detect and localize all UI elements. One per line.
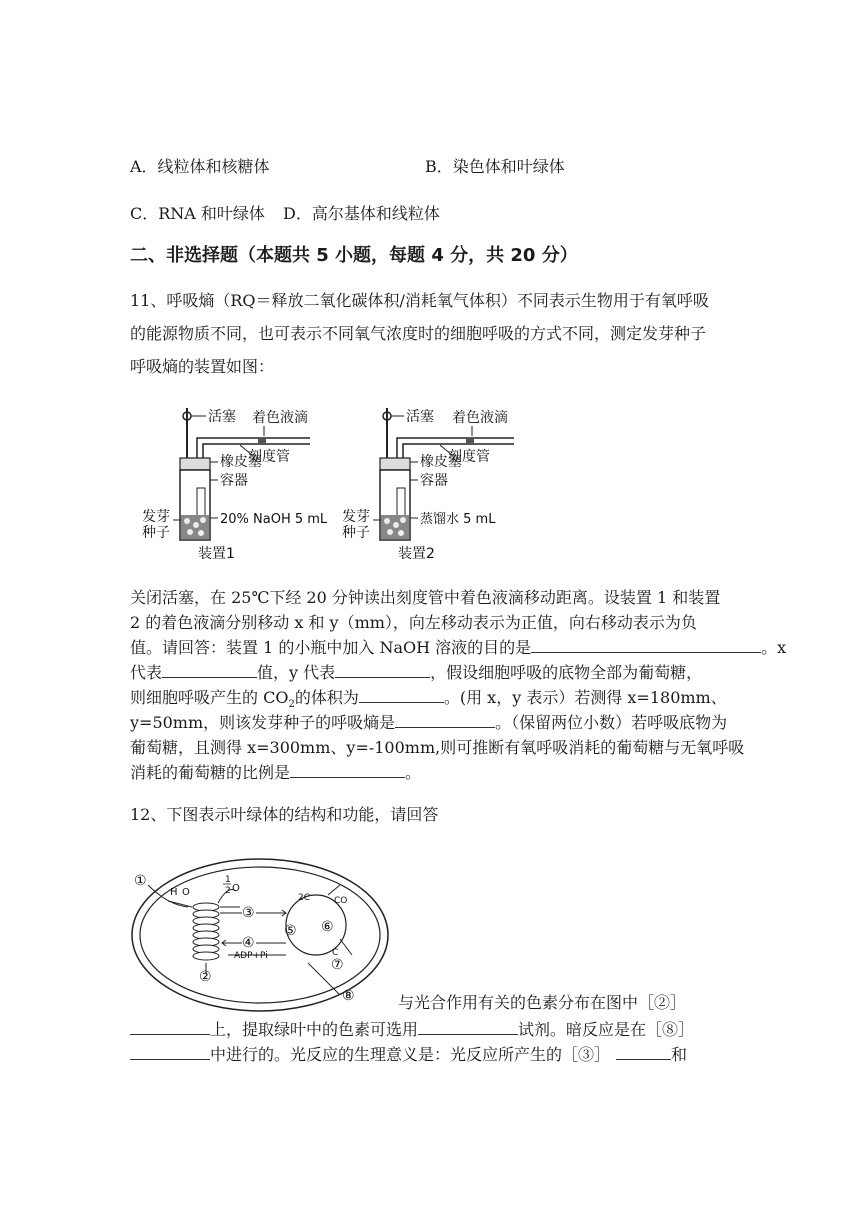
- droplet-label-1: 着色液滴: [252, 410, 308, 426]
- q11-line3: 呼吸熵的装置如图：: [130, 357, 275, 376]
- stopper-1: [180, 458, 210, 470]
- seed-label-1b: 种子: [142, 525, 170, 541]
- q12-line2-text-a: 上，提取绿叶中的色素可选用: [210, 1020, 419, 1039]
- answer-blank-naoh-purpose[interactable]: [531, 638, 761, 653]
- answer-blank-co2-volume[interactable]: [359, 688, 444, 703]
- stopper-label-2: 橡皮塞: [420, 454, 462, 470]
- q11-para-line7: 葡萄糖，且测得 x=300mm、y=-100mm,则可推断有氧呼吸消耗的葡萄糖与无氧呼吸: [130, 738, 745, 757]
- h2o-label-tail: O: [182, 887, 190, 898]
- q11-p8-text: 消耗的葡萄糖的比例是: [130, 763, 291, 782]
- label-1: ①: [134, 873, 147, 889]
- co2-subscript: 2: [288, 699, 295, 711]
- droplet-1: [258, 437, 266, 445]
- stopcock-label-1: 活塞: [208, 409, 236, 425]
- answer-blank-thylakoid[interactable]: [130, 1020, 210, 1035]
- h2o-label: H: [170, 887, 178, 898]
- option-b: B．染色体和叶绿体: [425, 157, 565, 176]
- answer-blank-x[interactable]: [162, 663, 257, 678]
- option-a: A．线粒体和核糖体: [130, 157, 270, 176]
- adp-label: ADP+Pi: [234, 951, 268, 961]
- naoh-label: 20% NaOH 5 mL: [220, 512, 328, 527]
- q11-para-line3: [130, 638, 786, 658]
- q11-p5-text-a: 则细胞呼吸产生的 CO: [130, 688, 289, 707]
- q12-line3-text-b: 和: [671, 1045, 688, 1064]
- label-8: ⑧: [342, 988, 355, 1004]
- seed-label-1a: 发芽: [142, 509, 170, 525]
- q11-para-line5: [130, 688, 727, 715]
- q11-para-line2: 2 的着色液滴分别移动 x 和 y（mm），向左移动表示为正值，向右移动表示为负: [130, 613, 697, 632]
- half-denominator: 2: [225, 886, 231, 896]
- half-numerator: 1: [225, 875, 231, 885]
- q11-p4-text-b: 值，y 代表: [257, 663, 336, 682]
- q12-intro: 12、下图表示叶绿体的结构和功能，请回答: [130, 805, 439, 824]
- respiration-apparatus-figure: [140, 400, 520, 565]
- answer-blank-ratio[interactable]: [290, 763, 405, 778]
- option-d: D．高尔基体和线粒体: [283, 204, 440, 223]
- container-label-2: 容器: [420, 473, 448, 489]
- label-7: ⑦: [331, 957, 344, 973]
- section-heading: 二、非选择题（本题共 5 小题，每题 4 分，共 20 分）: [130, 245, 578, 266]
- stopper-label-1: 橡皮塞: [220, 454, 262, 470]
- q11-p5-text-b: 的体积为: [294, 688, 359, 707]
- label-5: ⑤: [284, 923, 297, 939]
- c5-label: C: [332, 948, 339, 958]
- seed-label-2a: 发芽: [342, 509, 370, 525]
- q11-p3-tail: 。x: [761, 638, 787, 657]
- label-4: ④: [242, 935, 255, 951]
- label-6: ⑥: [321, 919, 334, 935]
- q11-para-line4: [130, 663, 702, 683]
- answer-blank-stroma[interactable]: [130, 1045, 210, 1060]
- q11-line1: 11、呼吸熵（RQ＝释放二氧化碳体积/消耗氧气体积）不同表示生物用于有氧呼吸: [130, 291, 709, 310]
- q11-para-line8: [130, 763, 421, 783]
- device-2-label: 装置2: [398, 546, 435, 562]
- label-3: ③: [242, 905, 255, 921]
- q12-line3: [130, 1045, 687, 1065]
- o2-label: O: [232, 883, 240, 894]
- q11-p3-text: 值。请回答：装置 1 的小瓶中加入 NaOH 溶液的目的是: [130, 638, 532, 657]
- device-1-label: 装置1: [198, 546, 235, 562]
- droplet-label-2: 着色液滴: [452, 410, 508, 426]
- q11-para-line6: [130, 713, 727, 733]
- answer-blank-rq[interactable]: [395, 713, 495, 728]
- q12-line3-text-a: 中进行的。光反应的生理意义是：光反应所产生的［③］: [210, 1045, 611, 1064]
- answer-blank-reagent[interactable]: [418, 1020, 518, 1035]
- container-label-1: 容器: [220, 473, 248, 489]
- q11-p5-text-c: 。(用 x，y 表示）若测得 x=180mm、: [443, 688, 727, 707]
- stopper-2: [380, 458, 410, 470]
- answer-blank-atp[interactable]: [616, 1045, 671, 1060]
- q11-p6-text-a: y=50mm，则该发芽种子的呼吸熵是: [130, 713, 396, 732]
- q11-p8-tail: 。: [405, 763, 422, 782]
- co2-label: CO: [334, 896, 348, 906]
- q11-para-line1: 关闭活塞，在 25℃下经 20 分钟读出刻度管中着色液滴移动距离。设装置 1 和装置: [130, 588, 721, 607]
- scale-tube-label-1: 刻度管: [248, 449, 290, 465]
- chloroplast-diagram: [128, 855, 393, 1015]
- q11-p6-text-b: 。（保留两位小数）若呼吸底物为: [495, 713, 728, 732]
- q12-line2-text-b: 试剂。暗反应是在［⑧］: [518, 1020, 695, 1039]
- q12-line1: 与光合作用有关的色素分布在图中［②］: [398, 993, 687, 1012]
- q11-p4-text-c: ，假设细胞呼吸的底物全部为葡萄糖，: [430, 663, 703, 682]
- seed-label-2b: 种子: [342, 525, 370, 541]
- stopcock-label-2: 活塞: [406, 409, 434, 425]
- scale-tube-label-2: 刻度管: [448, 449, 490, 465]
- q12-line2: [130, 1020, 694, 1040]
- droplet-2: [466, 437, 474, 445]
- label-2: ②: [199, 969, 212, 985]
- q11-line2: 的能源物质不同，也可表示不同氧气浓度时的细胞呼吸的方式不同，测定发芽种子: [130, 324, 707, 343]
- option-c: C．RNA 和叶绿体: [130, 204, 265, 223]
- c3-label: 2C: [298, 893, 311, 903]
- water-label: 蒸馏水 5 mL: [420, 512, 496, 527]
- q11-p4-text-a: 代表: [130, 663, 163, 682]
- answer-blank-y[interactable]: [335, 663, 430, 678]
